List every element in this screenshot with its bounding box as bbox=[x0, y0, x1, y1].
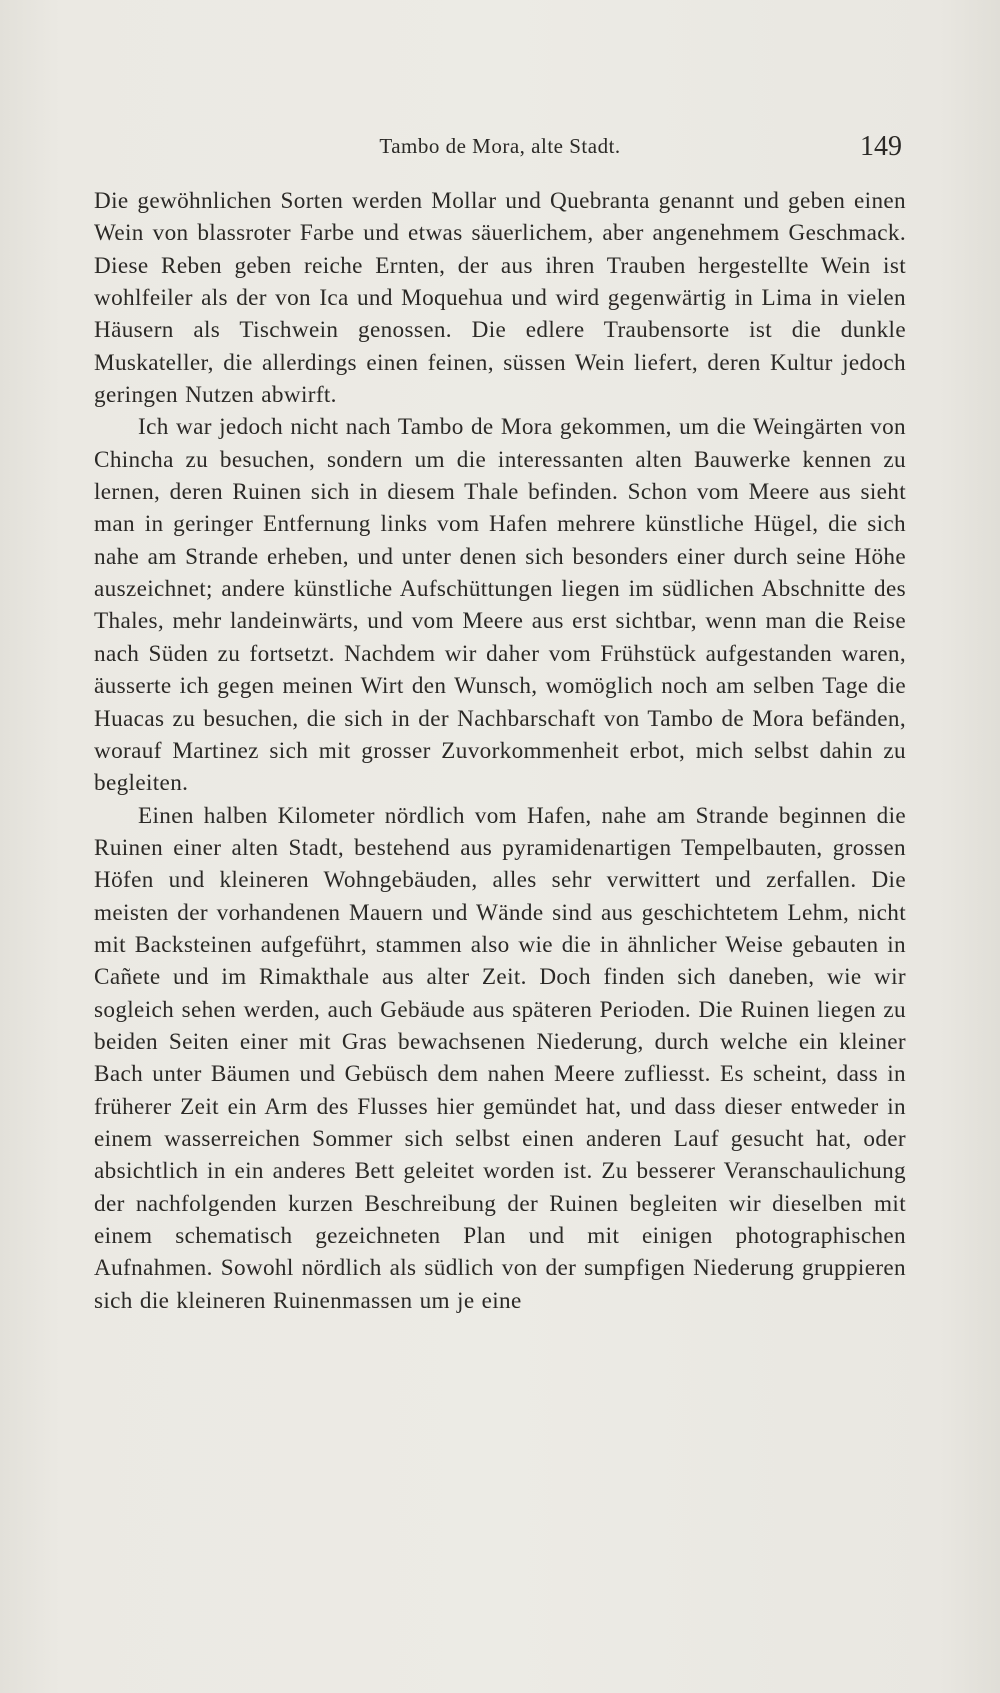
paragraph-1: Die gewöhnlichen Sorten werden Mollar und Quebranta genannt und geben einen Wein von blassroter Farbe und etwas säuerlichem, aber angenehmem Geschmack. Diese Reben geben reiche Ernten, der aus ihren Trauben hergestellte Wein ist wohlfeiler als der von Ica und Moquehua und wird gegenwärtig in Lima in vielen Häusern als Tischwein genossen. Die edlere Traubensorte ist die dunkle Muskateller, die allerdings einen feinen, süssen Wein liefert, deren Kultur jedoch geringen Nutzen abwirft. bbox=[94, 188, 906, 409]
running-title: Tambo de Mora, alte Stadt. bbox=[379, 134, 621, 158]
text-body bbox=[94, 185, 906, 1317]
paragraph-3: Einen halben Kilometer nördlich vom Hafen, nahe am Strande beginnen die Ruinen einer alten Stadt, bestehend aus pyramidenartigen Tempelbauten, grossen Höfen und kleineren Wohngebäuden, alles sehr verwittert und zerfallen. Die meisten der vorhandenen Mauern und Wände sind aus geschichtetem Lehm, nicht mit Backsteinen aufgeführt, stammen also wie die in ähnlicher Weise gebauten in Cañete und im Rimakthale aus alter Zeit. Doch finden sich daneben, wie wir sogleich sehen werden, auch Gebäude aus späteren Perioden. Die Ruinen liegen zu beiden Seiten einer mit Gras bewachsenen Niederung, durch welche ein kleiner Bach unter Bäumen und Gebüsch dem nahen Meere zufliesst. Es scheint, dass in früherer Zeit ein Arm des Flusses hier gemündet hat, und dass dieser entweder in einem wasserreichen Sommer sich selbst einen anderen Lauf gesucht hat, oder absichtlich in ein anderes Bett geleitet worden ist. Zu besserer Veranschaulichung der nachfolgenden kurzen Beschreibung der Ruinen begleiten wir dieselben mit einem schematisch gezeichneten Plan und mit einigen photographischen Aufnahmen. Sowohl nördlich als südlich von der sumpfigen Niederung gruppieren sich die kleineren Ruinenmassen um je eine bbox=[94, 802, 906, 1314]
page-number: 149 bbox=[860, 131, 902, 162]
paragraph-2: Ich war jedoch nicht nach Tambo de Mora gekommen, um die Weingärten von Chincha zu besuchen, sondern um die interessanten alten Bauwerke kennen zu lernen, deren Ruinen sich in diesem Thale befinden. Schon vom Meere aus sieht man in geringer Entfernung links vom Hafen mehrere künstliche Hügel, die sich nahe am Strande erheben, und unter denen sich besonders einer durch seine Höhe auszeichnet; andere künstliche Aufschüttungen liegen im südlichen Abschnitte des Thales, mehr landeinwärts, und vom Meere aus erst sichtbar, wenn man die Reise nach Süden zu fortsetzt. Nachdem wir daher vom Frühstück aufgestanden waren, äusserte ich gegen meinen Wirt den Wunsch, womöglich noch am selben Tage die Huacas zu besuchen, die sich in der Nachbarschaft von Tambo de Mora befänden, worauf Martinez sich mit grosser Zuvorkommenheit erbot, mich selbst dahin zu begleiten. bbox=[94, 414, 906, 797]
running-head bbox=[96, 131, 904, 163]
